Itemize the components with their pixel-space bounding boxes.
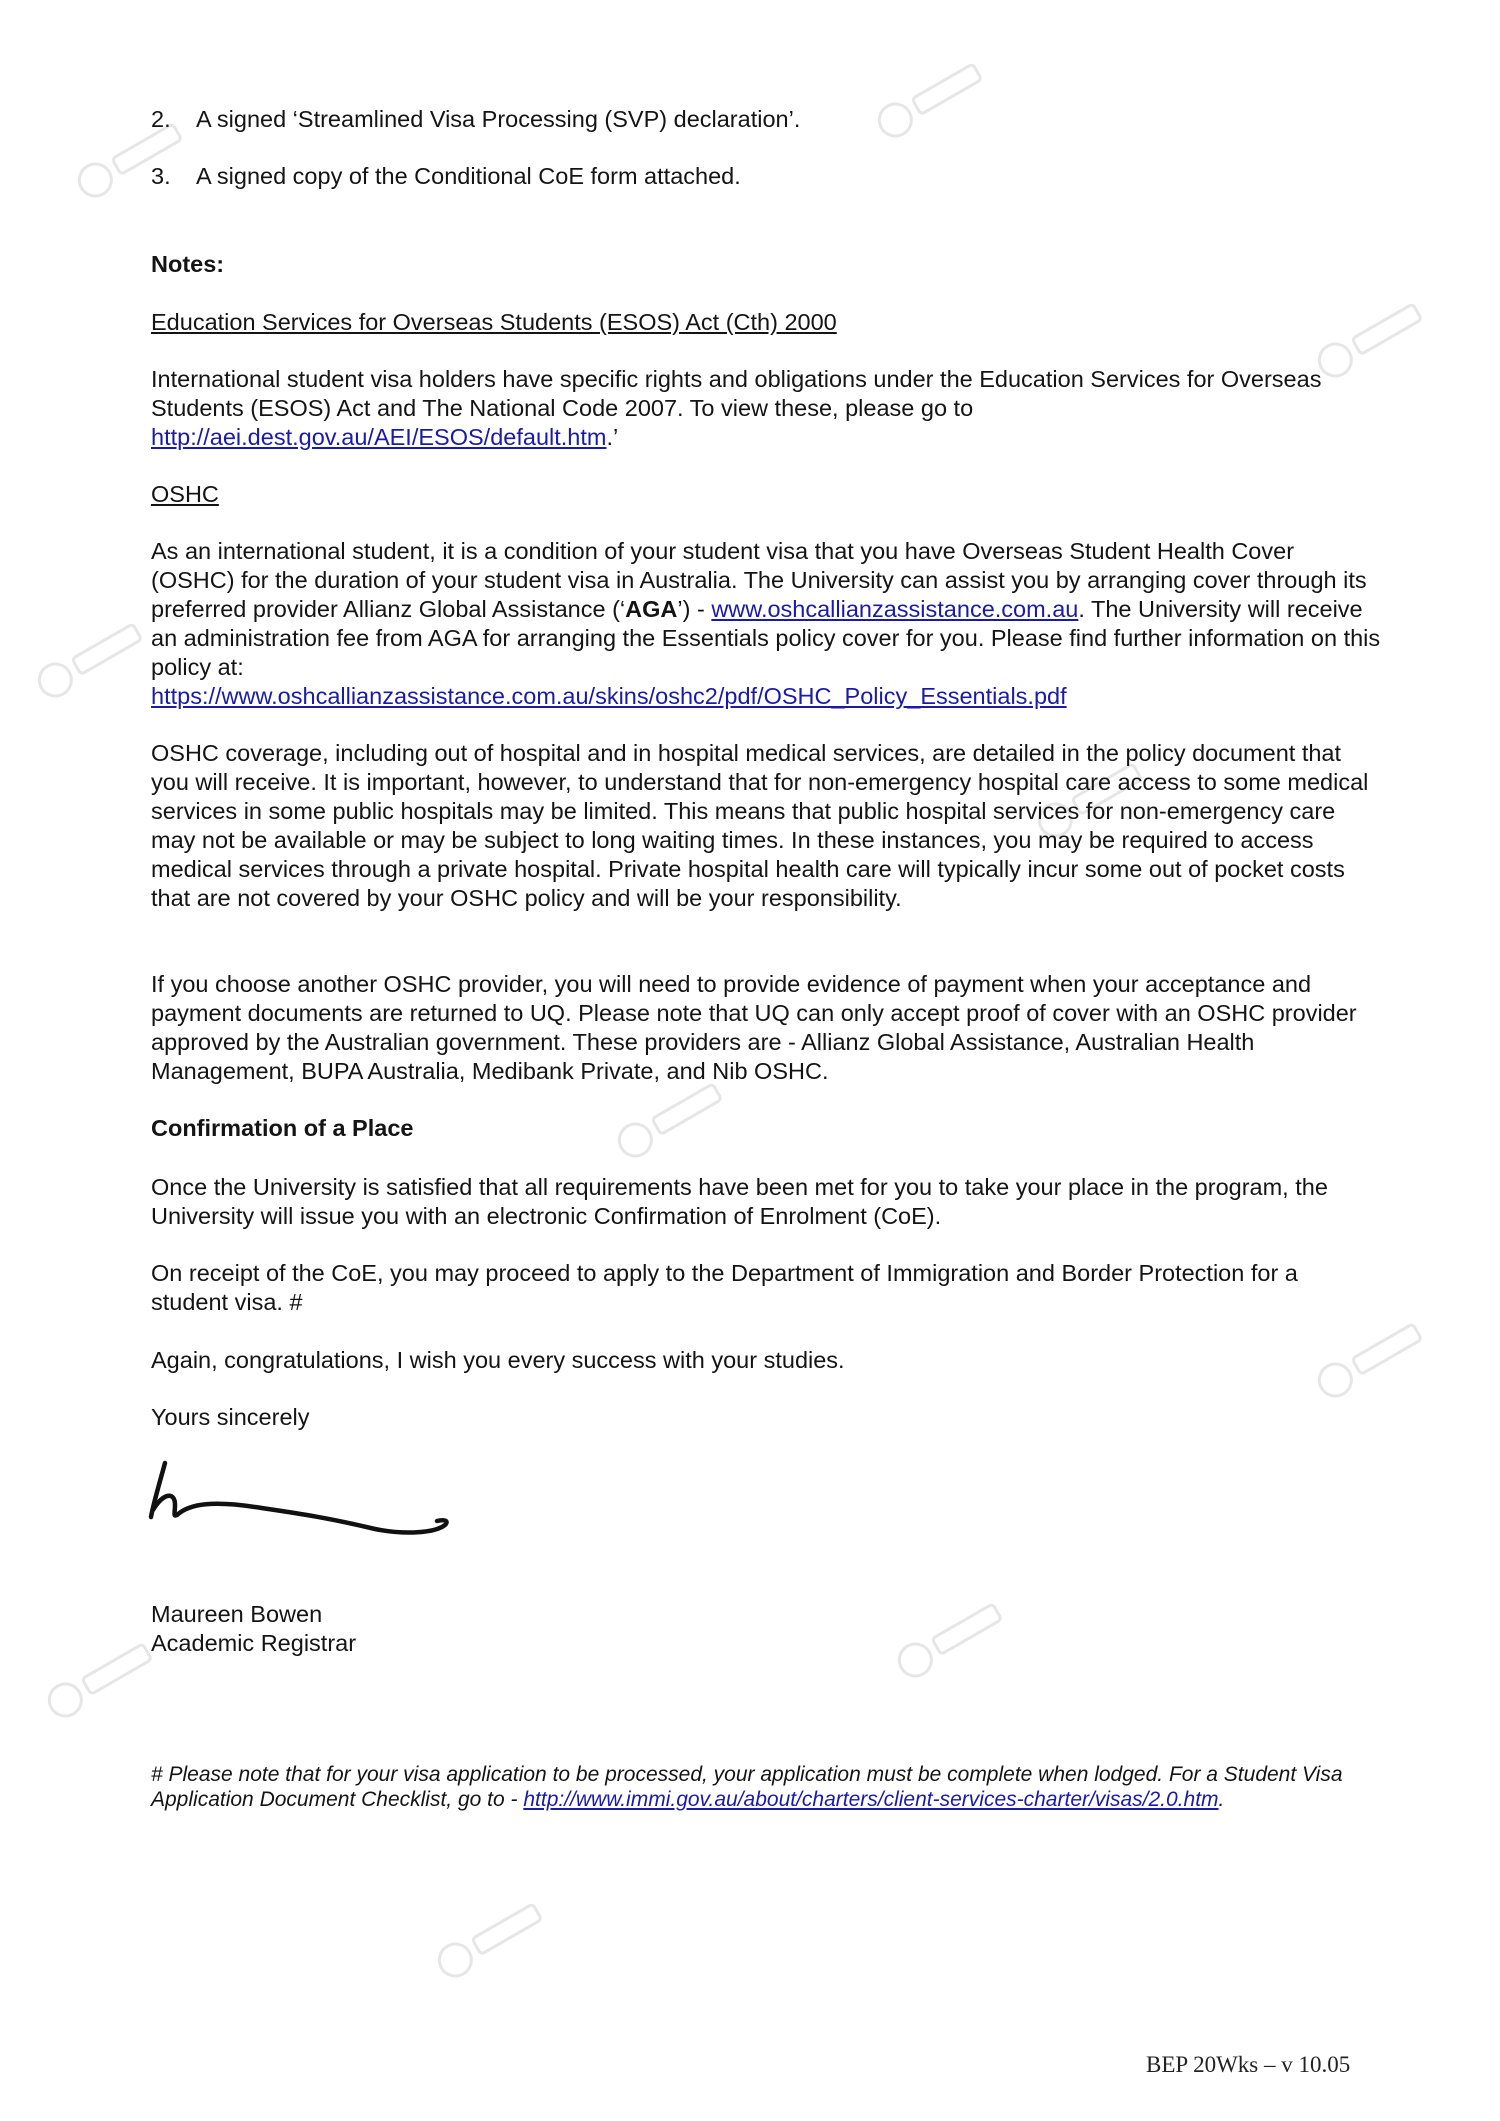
oshc-text-b: ’) - xyxy=(677,596,712,622)
signature-image xyxy=(145,1455,455,1545)
signatory-name: Maureen Bowen xyxy=(151,1601,323,1627)
footnote-suffix: . xyxy=(1218,1788,1225,1811)
footnote-link[interactable]: http://www.immi.gov.au/about/charters/client-services-charter/visas/2.0.htm xyxy=(523,1788,1219,1811)
requirement-number: 3. xyxy=(151,163,171,189)
aga-abbrev: AGA xyxy=(625,596,678,622)
confirmation-paragraph-1: Once the University is satisfied that all requirements have been met for you to take your place in the program, the University will issue you with an electronic Confirmation of Enrolment (CoE). xyxy=(151,1174,1328,1229)
esos-paragraph xyxy=(151,365,1381,452)
signatory-title: Academic Registrar xyxy=(151,1630,357,1656)
oshc-allianz-link[interactable]: www.oshcallianzassistance.com.au xyxy=(711,596,1079,622)
oshc-text-c: . The University will receive an administration fee from AGA for arranging the Essentials policy cover for you. Please find further information on this policy at: xyxy=(151,596,1381,680)
requirement-text: A signed copy of the Conditional CoE form attached. xyxy=(196,163,741,189)
requirement-number: 2. xyxy=(151,106,171,132)
oshc-policy-link[interactable]: https://www.oshcallianzassistance.com.au/skins/oshc2/pdf/OSHC_Policy_Essentials.pdf xyxy=(151,683,1067,709)
esos-link[interactable]: http://aei.dest.gov.au/AEI/ESOS/default.htm xyxy=(151,424,607,450)
requirement-item-2 xyxy=(151,105,1381,134)
esos-link-suffix: .’ xyxy=(606,424,619,450)
oshc-text-a: As an international student, it is a condition of your student visa that you have Overseas Student Health Cover (OSHC) for the duration of your student visa in Australia. The University can assist you by arranging cover through its preferred provider Allianz Global Assistance (‘ xyxy=(151,538,1367,622)
sign-off: Yours sincerely xyxy=(151,1404,310,1430)
footnote-text: # Please note that for your visa application to be processed, your application must be complete when lodged. For a Student Visa Application Document Checklist, go to - xyxy=(151,1763,1343,1811)
oshc-paragraph-3: If you choose another OSHC provider, you will need to provide evidence of payment when your acceptance and payment documents are returned to UQ. Please note that UQ can only accept proof of cover with an OSHC provider approved by the Australian government. These providers are - Allianz Global Assistance, Australian Health Management, BUPA Australia, Medibank Private, and Nib OSHC. xyxy=(151,971,1357,1084)
footnote xyxy=(151,1762,1381,1812)
requirement-text: A signed ‘Streamlined Visa Processing (SVP) declaration’. xyxy=(196,106,801,132)
esos-heading: Education Services for Overseas Students (ESOS) Act (Cth) 2000 xyxy=(151,309,837,335)
requirement-item-3 xyxy=(151,162,1381,191)
confirmation-heading: Confirmation of a Place xyxy=(151,1115,414,1141)
oshc-paragraph-1 xyxy=(151,537,1381,711)
document-reference: BEP 20Wks – v 10.05 xyxy=(1146,2052,1351,2077)
confirmation-paragraph-2: On receipt of the CoE, you may proceed to apply to the Department of Immigration and Border Protection for a student visa. # xyxy=(151,1260,1298,1315)
notes-heading: Notes: xyxy=(151,251,225,277)
congratulations-text: Again, congratulations, I wish you every success with your studies. xyxy=(151,1347,845,1373)
esos-text: International student visa holders have specific rights and obligations under the Education Services for Overseas Students (ESOS) Act and The National Code 2007. To view these, please go to xyxy=(151,366,1322,421)
watermark-icon xyxy=(420,1900,560,1980)
watermark-icon xyxy=(20,620,160,700)
watermark-icon xyxy=(30,1640,170,1720)
oshc-heading: OSHC xyxy=(151,481,219,507)
oshc-paragraph-2: OSHC coverage, including out of hospital and in hospital medical services, are detailed in the policy document that you will receive. It is important, however, to understand that for non-emergency hospital care access to some medical services in some public hospitals may be limited. This means that public hospital services for non-emergency care may not be available or may be subject to long waiting times. In these instances, you may be required to access medical services through a private hospital. Private hospital health care will typically incur some out of pocket costs that are not covered by your OSHC policy and will be your responsibility. xyxy=(151,740,1369,911)
